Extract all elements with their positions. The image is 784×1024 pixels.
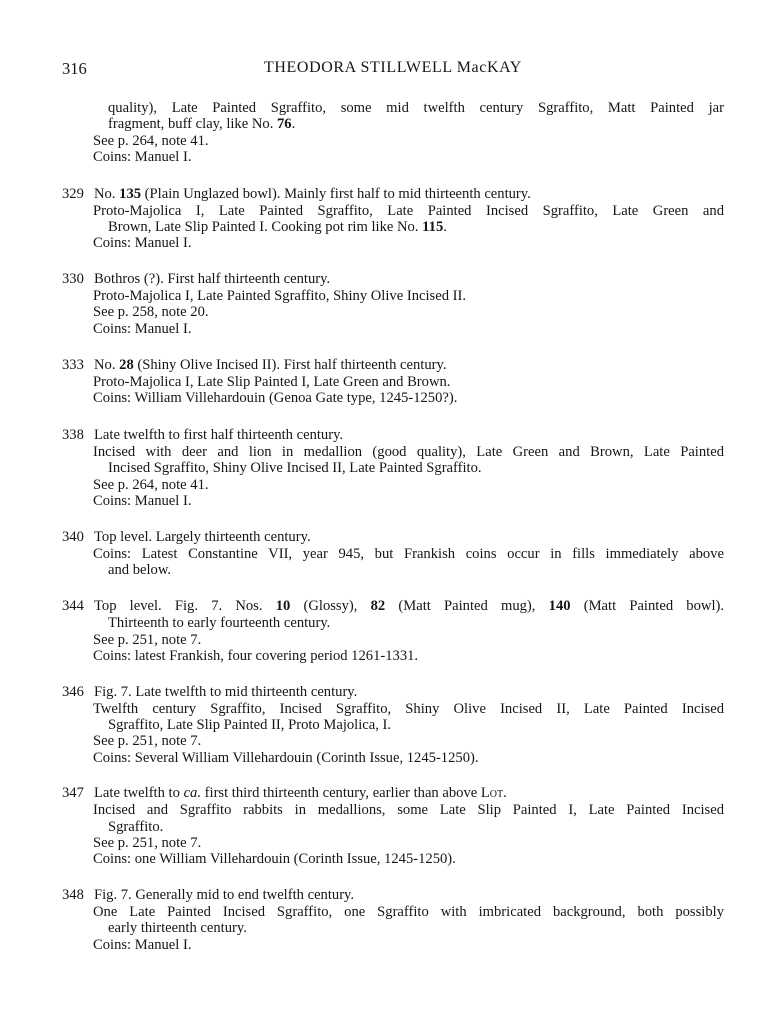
see-reference: See p. 264, note 41.: [93, 132, 209, 149]
entry-text-line: early thirteenth century.: [108, 920, 247, 937]
see-reference: See p. 251, note 7.: [93, 834, 202, 851]
continued-entry: [62, 100, 724, 166]
lot-number: 340: [62, 528, 84, 545]
lot-number: 330: [62, 270, 84, 287]
entry-text-line: Incised Sgraffito, Shiny Olive Incised II, Late Painted Sgraffito.: [108, 460, 482, 477]
entry-text-line: Proto-Majolica I, Late Painted Sgraffito, Late Painted Incised Sgraffito, Late Green and: [93, 202, 724, 219]
lot-number: 347: [62, 785, 84, 802]
lot-entry-346: [62, 684, 724, 767]
entry-text-line: Thirteenth to early fourteenth century.: [108, 615, 331, 632]
lot-title: Fig. 7. Generally mid to end twelfth century.: [94, 886, 355, 903]
lot-title: Fig. 7. Late twelfth to mid thirteenth century.: [94, 683, 358, 700]
lot-entry-340: [62, 529, 724, 579]
entry-text-line: Twelfth century Sgraffito, Incised Sgraffito, Shiny Olive Incised II, Late Painted Incised: [93, 700, 724, 717]
entry-text-line: Proto-Majolica I, Late Painted Sgraffito, Shiny Olive Incised II.: [93, 287, 467, 304]
lot-number: 344: [62, 598, 84, 615]
lot-entry-347: [62, 785, 724, 868]
coins-line: Coins: Latest Constantine VII, year 945, but Frankish coins occur in fills immediately above: [93, 545, 724, 562]
lot-heading: [62, 427, 724, 444]
lot-heading: [62, 186, 724, 203]
lot-title: Top level. Largely thirteenth century.: [94, 528, 311, 545]
coins-line: Coins: latest Frankish, four covering period 1261-1331.: [93, 648, 419, 665]
coins-line: Coins: Manuel I.: [93, 235, 192, 252]
lot-title: Late twelfth to ca. first third thirteenth century, earlier than above Lot.: [94, 785, 507, 802]
see-reference: See p. 251, note 7.: [93, 733, 202, 750]
entry-text-line: Brown, Late Slip Painted I. Cooking pot rim like No. 115.: [108, 219, 447, 236]
entry-text-line: One Late Painted Incised Sgraffito, one Sgraffito with imbricated background, both possibly: [93, 903, 724, 920]
lot-heading: [62, 357, 724, 374]
lot-heading: [62, 598, 724, 615]
lot-title: Top level. Fig. 7. Nos. 10 (Glossy), 82 (Matt Painted mug), 140 (Matt Painted bowl).: [94, 598, 725, 615]
lot-entry-329: [62, 186, 724, 252]
coins-line: Coins: Manuel I.: [93, 936, 192, 953]
coins-line: Coins: one William Villehardouin (Corinth Issue, 1245-1250).: [93, 851, 456, 868]
lot-heading: [62, 887, 724, 904]
see-reference: See p. 251, note 7.: [93, 631, 202, 648]
lot-number: 338: [62, 426, 84, 443]
entry-text-line: and below.: [108, 561, 172, 578]
lot-number: 348: [62, 886, 84, 903]
lot-heading: [62, 529, 724, 546]
entry-text-line: Incised with deer and lion in medallion (good quality), Late Green and Brown, Late Painted: [93, 443, 724, 460]
entry-text-line: Sgraffito, Late Slip Painted II, Proto Majolica, I.: [108, 716, 392, 733]
coins-line: Coins: Several William Villehardouin (Corinth Issue, 1245-1250).: [93, 749, 479, 766]
lot-title: Late twelfth to first half thirteenth century.: [94, 426, 344, 443]
entry-text-line: Proto-Majolica I, Late Slip Painted I, Late Green and Brown.: [93, 374, 451, 391]
lot-number: 329: [62, 185, 84, 202]
running-head: THEODORA STILLWELL MacKAY: [264, 59, 522, 76]
entry-text-line: fragment, buff clay, like No. 76.: [108, 116, 296, 133]
coins-line: Coins: Manuel I.: [93, 493, 192, 510]
entry-text-line: Incised and Sgraffito rabbits in medallions, some Late Slip Painted I, Late Painted Incised: [93, 802, 724, 819]
lot-number: 346: [62, 683, 84, 700]
lot-number: 333: [62, 357, 84, 374]
coins-line: Coins: William Villehardouin (Genoa Gate type, 1245-1250?).: [93, 390, 458, 407]
lot-heading: [62, 684, 724, 701]
page-number: 316: [62, 59, 87, 78]
lot-title: Bothros (?). First half thirteenth century.: [94, 270, 331, 287]
lot-entry-344: [62, 598, 724, 664]
lot-title: No. 135 (Plain Unglazed bowl). Mainly first half to mid thirteenth century.: [94, 185, 531, 202]
entry-text-line: quality), Late Painted Sgraffito, some mid twelfth century Sgraffito, Matt Painted jar: [108, 100, 724, 116]
lot-heading: [62, 271, 724, 288]
entry-text-line: Sgraffito.: [108, 818, 164, 835]
coins-line: Coins: Manuel I.: [93, 149, 192, 166]
lot-entry-330: [62, 271, 724, 337]
coins-line: Coins: Manuel I.: [93, 320, 192, 337]
lot-entry-348: [62, 887, 724, 953]
lot-entry-338: [62, 427, 724, 510]
see-reference: See p. 258, note 20.: [93, 304, 209, 321]
lot-list: [62, 100, 724, 953]
page-header: [62, 59, 724, 83]
see-reference: See p. 264, note 41.: [93, 476, 209, 493]
lot-title: No. 28 (Shiny Olive Incised II). First half thirteenth century.: [94, 357, 447, 374]
lot-entry-333: [62, 357, 724, 407]
lot-heading: [62, 785, 724, 802]
